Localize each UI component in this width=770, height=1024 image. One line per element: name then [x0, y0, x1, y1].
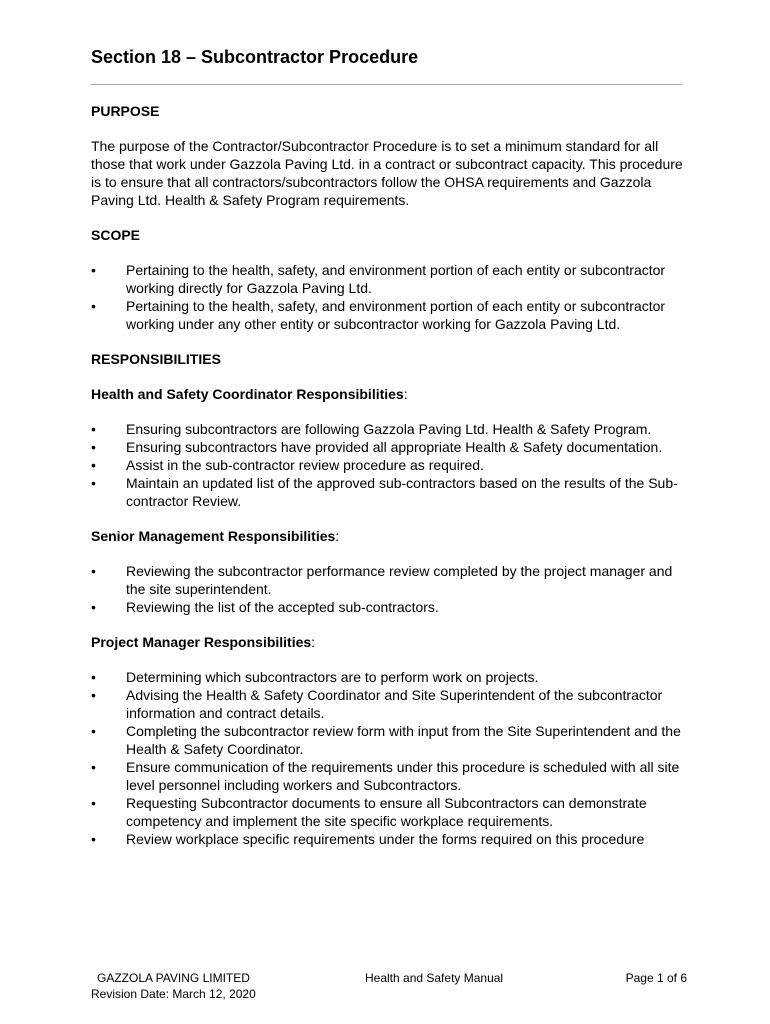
- bullet-icon: •: [91, 599, 96, 615]
- scope-list: [91, 261, 691, 333]
- list-item: • Pertaining to the health, safety, and environment portion of each entity or subcontractor working directly for Gazzola Paving Ltd.: [91, 262, 666, 296]
- list-item: • Advising the Health & Safety Coordinator and Site Superintendent of the subcontractor information and contract details.: [91, 687, 663, 721]
- bullet-icon: •: [91, 759, 96, 775]
- bullet-icon: •: [91, 795, 96, 811]
- list-item: • Review workplace specific requirements under the forms required on this procedure: [91, 831, 645, 847]
- footer-left: [91, 970, 256, 1002]
- scope-heading: SCOPE: [91, 227, 141, 243]
- bullet-icon: •: [91, 723, 96, 739]
- purpose-heading: PURPOSE: [91, 103, 160, 119]
- title-divider: [91, 84, 682, 85]
- list-item: • Assist in the sub-contractor review procedure as required.: [91, 457, 484, 473]
- list-item: • Determining which subcontractors are to perform work on projects.: [91, 669, 539, 685]
- hs-coordinator-heading: Health and Safety Coordinator Responsibilities:: [91, 386, 408, 402]
- hs-coordinator-list: [91, 420, 691, 510]
- list-item: • Reviewing the subcontractor performance review completed by the project manager and the site superintendent.: [91, 563, 673, 597]
- senior-management-list: [91, 562, 691, 616]
- footer-revision-date: Revision Date: March 12, 2020: [91, 987, 256, 1001]
- bullet-icon: •: [91, 298, 96, 314]
- senior-management-heading: Senior Management Responsibilities:: [91, 528, 340, 544]
- footer-page-number: Page 1 of 6: [625, 971, 687, 985]
- list-item: • Requesting Subcontractor documents to ensure all Subcontractors can demonstrate competency and implement the site specific workplace requirements.: [91, 795, 647, 829]
- project-manager-heading: Project Manager Responsibilities:: [91, 634, 316, 650]
- bullet-icon: •: [91, 475, 96, 491]
- bullet-icon: •: [91, 669, 96, 685]
- bullet-icon: •: [91, 457, 96, 473]
- document-body: [91, 102, 691, 848]
- bullet-icon: •: [91, 421, 96, 437]
- responsibilities-heading: RESPONSIBILITIES: [91, 351, 221, 367]
- list-item: • Ensure communication of the requirements under this procedure is scheduled with all site level personnel including workers and Subcontractors.: [91, 759, 680, 793]
- purpose-text: The purpose of the Contractor/Subcontractor Procedure is to set a minimum standard for all those that work under Gazzola Paving Ltd. in a contract or subcontract capacity. This procedure is to ensure that all contractors/subcontractors follow the OHSA requirements and Gazzola Paving Ltd. Health & Safety Program requirements.: [91, 138, 683, 208]
- list-item: • Pertaining to the health, safety, and environment portion of each entity or subcontractor working under any other entity or subcontractor working for Gazzola Paving Ltd.: [91, 298, 666, 332]
- bullet-icon: •: [91, 439, 96, 455]
- bullet-icon: •: [91, 563, 96, 579]
- bullet-icon: •: [91, 262, 96, 278]
- list-item: • Maintain an updated list of the approved sub-contractors based on the results of the Sub-contractor Review.: [91, 475, 678, 509]
- footer-manual-title: Health and Safety Manual: [365, 971, 504, 985]
- list-item: • Completing the subcontractor review form with input from the Site Superintendent and the Health & Safety Coordinator.: [91, 723, 681, 757]
- project-manager-list: [91, 668, 691, 848]
- list-item: • Reviewing the list of the accepted sub-contractors.: [91, 599, 439, 615]
- page-title: Section 18 – Subcontractor Procedure: [91, 47, 419, 67]
- bullet-icon: •: [91, 831, 96, 847]
- list-item: • Ensuring subcontractors are following Gazzola Paving Ltd. Health & Safety Program.: [91, 421, 652, 437]
- list-item: • Ensuring subcontractors have provided all appropriate Health & Safety documentation.: [91, 439, 663, 455]
- footer-company: GAZZOLA PAVING LIMITED: [97, 971, 250, 985]
- bullet-icon: •: [91, 687, 96, 703]
